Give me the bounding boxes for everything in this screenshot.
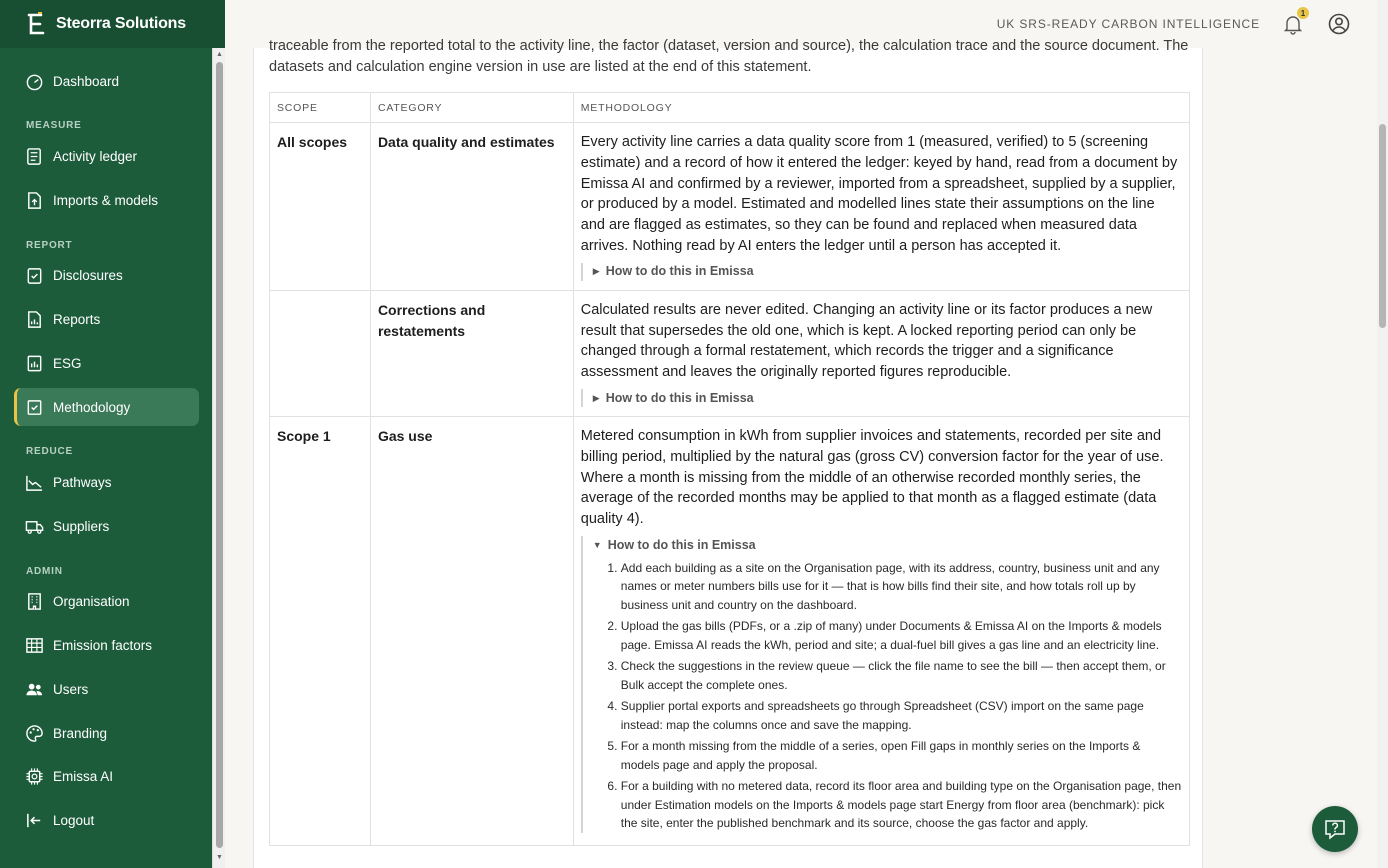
report-chart-icon	[25, 310, 44, 329]
page-scrollbar-thumb[interactable]	[1379, 124, 1386, 328]
sidebar-item-emission-factors[interactable]	[14, 626, 199, 664]
caret-down-icon: ▼	[592, 539, 602, 550]
methodology-intro: traceable from the reported total to the activity line, the factor (dataset, version and source), the calculation trace and the source document. The datasets and calculation engine version in use are listed at the end of this statement.	[269, 38, 1189, 75]
sidebar-item-label: Suppliers	[53, 518, 110, 534]
scroll-down-arrow-icon[interactable]: ▼	[216, 854, 223, 861]
sidebar-item-label: Logout	[53, 812, 95, 828]
upload-file-icon	[25, 191, 44, 210]
sidebar-item-imports-models[interactable]	[14, 181, 199, 219]
users-icon	[25, 680, 44, 699]
sidebar	[0, 0, 225, 868]
methodology-text: Calculated results are never edited. Changing an activity line or its factor produces a new result that supersedes the old one, which is kept. A locked reporting period can only be changed through a formal restatement, which records the trigger and a significance assessment and leaves the originally reported figures reproducible.	[580, 301, 1153, 381]
scope-cell	[270, 290, 371, 416]
table-header-row	[270, 93, 1190, 123]
how-to-disclosure	[581, 536, 1182, 833]
brand-logo-icon	[26, 12, 46, 36]
truck-icon	[25, 517, 44, 536]
sidebar-item-esg[interactable]	[14, 344, 199, 382]
sidebar-item-reports[interactable]	[14, 300, 199, 338]
how-to-disclosure	[581, 263, 1182, 281]
sidebar-item-label: Organisation	[53, 593, 130, 609]
notifications-button[interactable]	[1282, 8, 1306, 35]
sidebar-scrollbar-thumb[interactable]	[216, 62, 223, 848]
header-tagline: UK SRS-READY CARBON INTELLIGENCE	[996, 17, 1260, 31]
how-to-steps	[593, 559, 1182, 833]
category-cell: Corrections and restatements	[370, 290, 573, 416]
sidebar-item-dashboard[interactable]	[14, 62, 199, 100]
sidebar-item-label: Reports	[53, 311, 101, 327]
sidebar-item-organisation[interactable]	[14, 582, 199, 620]
notification-count-badge: 1	[1297, 7, 1309, 19]
page-scrollbar[interactable]	[1377, 0, 1388, 868]
sidebar-item-label: Emission factors	[53, 637, 153, 653]
trend-line-icon	[25, 473, 44, 492]
methodology-cell	[573, 123, 1189, 291]
nav-section-admin: ADMIN	[26, 566, 63, 577]
sidebar-item-label: Branding	[53, 725, 108, 741]
palette-icon	[25, 724, 44, 743]
sidebar-item-label: Dashboard	[53, 73, 120, 89]
how-to-step: 1. Add each building as a site on the Organisation page, with its address, country, business unit and any names or meter numbers bills use for it — that is how bills find their site, and how totals roll up by business unit and country on the dashboard.	[621, 559, 1182, 615]
nav-section-report: REPORT	[26, 240, 73, 251]
methodology-text: Every activity line carries a data quality score from 1 (measured, verified) to 5 (screening estimate) and a record of how it entered the ledger: keyed by hand, read from a document by Emissa AI and confirmed by a reviewer, imported from a spreadsheet, supplied by a supplier, or produced by a model. Estimated and modelled lines state their assumptions on the line and are flagged as estimates, so they can be found and replaced when measured data arrives. Nothing read by AI enters the ledger until a person has accepted it.	[580, 134, 1178, 254]
how-to-disclosure	[581, 389, 1182, 407]
user-account-button[interactable]	[1328, 13, 1350, 35]
sidebar-item-pathways[interactable]	[14, 463, 199, 501]
sidebar-item-label: Imports & models	[53, 192, 159, 208]
how-to-label: How to do this in Emissa	[607, 537, 756, 552]
sidebar-item-branding[interactable]	[14, 714, 199, 752]
caret-right-icon: ▶	[592, 266, 600, 277]
table-row	[270, 290, 1190, 416]
sidebar-nav	[0, 48, 212, 868]
methodology-cell	[573, 416, 1189, 845]
table-grid-icon	[25, 636, 44, 655]
sidebar-item-logout[interactable]	[14, 801, 199, 839]
sidebar-item-disclosures[interactable]	[14, 256, 199, 294]
sidebar-item-label: Disclosures	[53, 267, 123, 283]
sidebar-item-label: Users	[53, 681, 89, 697]
nav-section-measure: MEASURE	[26, 120, 82, 131]
sidebar-item-users[interactable]	[14, 670, 199, 708]
logout-icon	[25, 811, 44, 830]
how-to-toggle[interactable]	[593, 536, 1182, 554]
methodology-cell	[573, 290, 1189, 416]
methodology-content	[253, 38, 1203, 868]
sidebar-item-suppliers[interactable]	[14, 507, 199, 545]
user-circle-icon	[1328, 13, 1350, 35]
methodology-text: Metered consumption in kWh from supplier invoices and statements, recorded per site and billing period, multiplied by the natural gas (gross CV) conversion factor for the year of use. Where a month is missing from the middle of an otherwise recorded monthly series, the average of the recorded months may be applied to that month as a flagged estimate (data quality 4).	[580, 427, 1164, 528]
brand[interactable]	[0, 0, 225, 48]
nav-section-reduce: REDUCE	[26, 446, 74, 457]
scope-cell: Scope 1	[270, 416, 371, 845]
table-row	[270, 416, 1190, 845]
sidebar-item-label: Methodology	[53, 399, 131, 415]
column-header-scope: SCOPE	[270, 93, 371, 123]
esg-report-icon	[25, 354, 44, 373]
sidebar-item-label: Pathways	[53, 474, 112, 490]
sidebar-item-emissa-ai[interactable]	[14, 757, 199, 795]
how-to-label: How to do this in Emissa	[605, 264, 754, 279]
how-to-step: 2. Upload the gas bills (PDFs, or a .zip of many) under Documents & Emissa AI on the Imports & models page. Emissa AI reads the kWh, period and site; a dual-fuel bill gives a gas line and an electricity line.	[621, 617, 1182, 654]
sidebar-item-label: Emissa AI	[53, 768, 114, 784]
help-question-icon	[1324, 818, 1346, 840]
category-cell: Gas use	[370, 416, 573, 845]
help-chat-button[interactable]	[1312, 806, 1358, 852]
sidebar-item-label: Activity ledger	[53, 148, 138, 164]
building-icon	[25, 592, 44, 611]
sidebar-item-label: ESG	[53, 355, 82, 371]
table-row	[270, 123, 1190, 291]
how-to-toggle[interactable]	[593, 389, 1182, 407]
sidebar-scrollbar[interactable]	[212, 48, 225, 868]
how-to-step: 3. Check the suggestions in the review queue — click the file name to see the bill — then accept them, or Bulk accept the complete ones.	[621, 657, 1182, 694]
methodology-check-icon	[25, 398, 44, 417]
methodology-table	[269, 92, 1190, 846]
sidebar-item-activity-ledger[interactable]	[14, 137, 199, 175]
sidebar-item-methodology[interactable]	[14, 388, 199, 426]
scroll-up-arrow-icon[interactable]: ▲	[216, 51, 223, 58]
column-header-category: CATEGORY	[370, 93, 573, 123]
gauge-icon	[25, 72, 44, 91]
caret-right-icon: ▶	[592, 392, 600, 403]
how-to-toggle[interactable]	[593, 263, 1182, 281]
chip-icon	[25, 767, 44, 786]
scope-cell: All scopes	[270, 123, 371, 291]
how-to-step: 4. Supplier portal exports and spreadsheets go through Spreadsheet (CSV) import on the same page instead: map the columns once and save the mapping.	[621, 697, 1182, 734]
how-to-step: 5. For a month missing from the middle of a series, open Fill gaps in monthly series on the Imports & models page and apply the proposal.	[621, 737, 1182, 774]
column-header-methodology: METHODOLOGY	[573, 93, 1189, 123]
category-cell: Data quality and estimates	[370, 123, 573, 291]
how-to-label: How to do this in Emissa	[605, 390, 754, 405]
how-to-step: 6. For a building with no metered data, record its floor area and building type on the Organisation page, then under Estimation models on the Imports & models page start Energy from floor area (benchmark): pick the site, enter the published benchmark and its source, choose the gas factor and apply.	[621, 777, 1182, 833]
clipboard-check-icon	[25, 266, 44, 285]
brand-name: Steorra Solutions	[56, 15, 186, 32]
ledger-icon	[25, 147, 44, 166]
